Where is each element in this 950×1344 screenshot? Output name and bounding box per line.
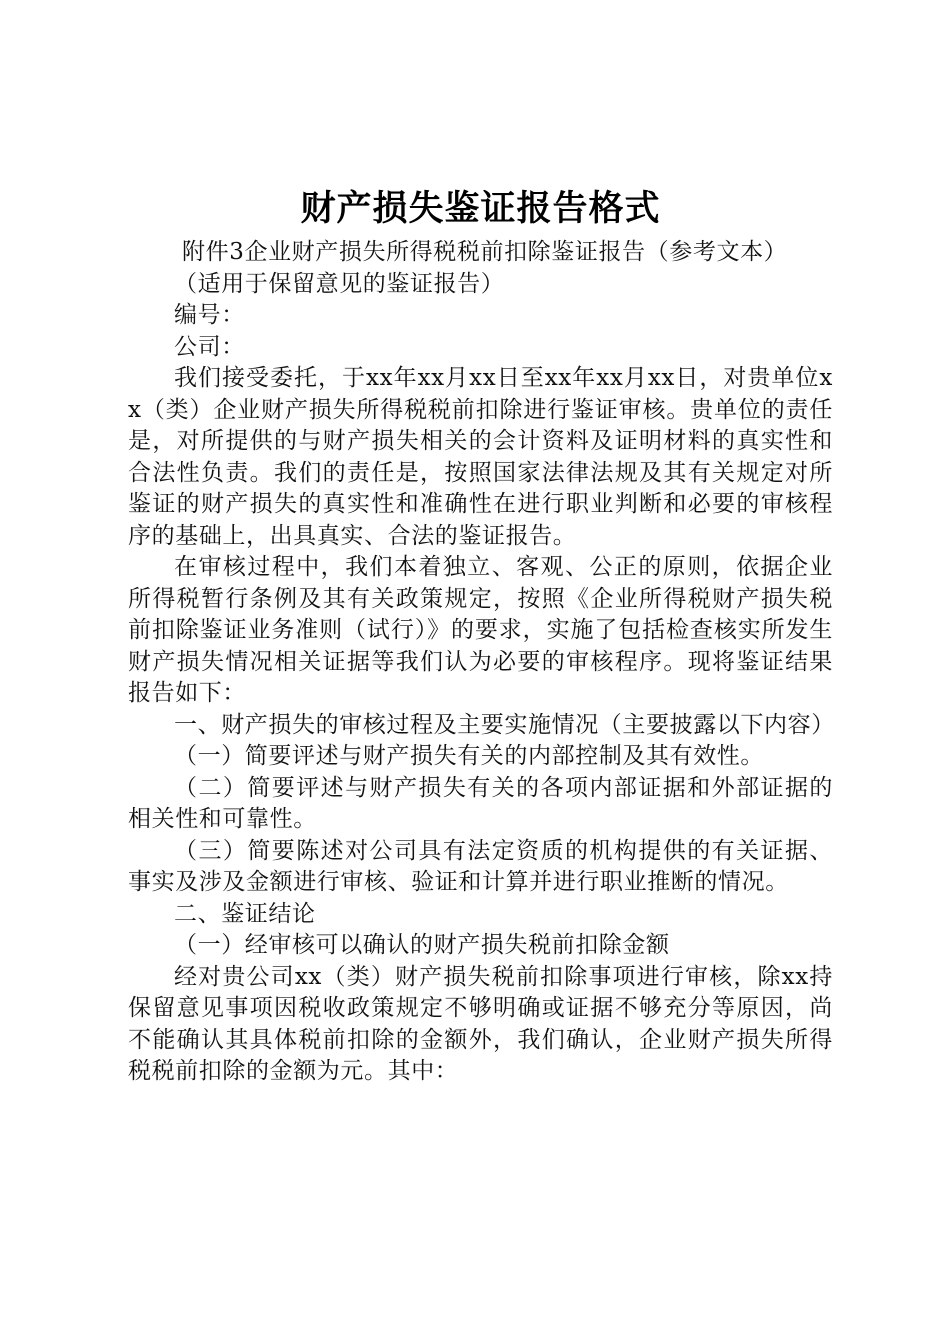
procedure-paragraph: 在审核过程中，我们本着独立、客观、公正的原则，依据企业所得税暂行条例及其有关政策规定，按照《企业所得税财产损失税前扣除鉴证业务准则（试行）》的要求，实施了包括检查核实所发生财产损失情况相关证据等我们认为必要的审核程序。现将鉴证结果报告如下： (128, 554, 833, 706)
engagement-paragraph: 我们接受委托，于xx年xx月xx日至xx年xx月xx日，对贵单位xx（类）企业财产损失所得税税前扣除进行鉴证审核。贵单位的责任是，对所提供的与财产损失相关的会计资料及证明材料的真实性和合法性负责。我们的责任是，按照国家法律法规及其有关规定对所鉴证的财产损失的真实性和准确性在进行职业判断和必要的审核程序的基础上，出具真实、合法的鉴证报告。 (128, 365, 833, 549)
conclusion-paragraph: 经对贵公司xx（类）财产损失税前扣除事项进行审核，除xx持保留意见事项因税收政策规定不够明确或证据不够充分等原因，尚不能确认其具体税前扣除的金额外，我们确认，企业财产损失所得税税前扣除的金额为元。其中： (128, 963, 833, 1084)
serial-number-label: 编号： (174, 302, 245, 328)
section-one-heading: 一、财产损失的审核过程及主要实施情况（主要披露以下内容） (174, 711, 835, 738)
section-two-item-1: （一）经审核可以确认的财产损失税前扣除金额 (174, 932, 670, 958)
section-one-item-3: （三）简要陈述对公司具有法定资质的机构提供的有关证据、事实及涉及金额进行审核、验证和计算并进行职业推断的情况。 (128, 837, 833, 895)
attachment-heading: 附件3企业财产损失所得税税前扣除鉴证报告（参考文本） (182, 239, 788, 265)
applicability-note: （适用于保留意见的鉴证报告） (174, 270, 505, 297)
document-title: 财产损失鉴证报告格式 (300, 189, 661, 229)
section-two-heading: 二、鉴证结论 (174, 900, 316, 927)
section-one-item-2: （二）简要评述与财产损失有关的各项内部证据和外部证据的相关性和可靠性。 (128, 774, 833, 832)
company-label: 公司： (174, 333, 245, 360)
document-body (128, 183, 833, 1088)
section-one-item-1: （一）简要评述与财产损失有关的内部控制及其有效性。 (174, 743, 764, 769)
